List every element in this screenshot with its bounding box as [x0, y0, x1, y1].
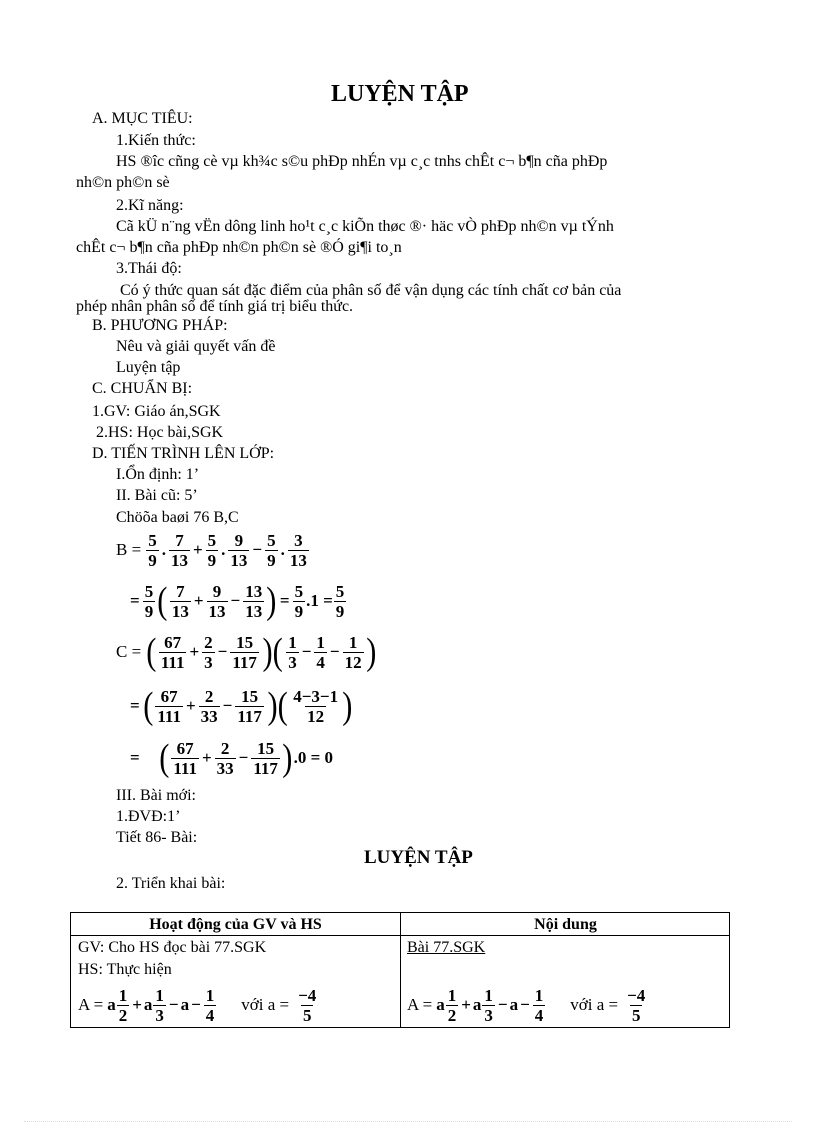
equals-sign: = [130, 591, 140, 610]
fraction: $\frac{1}{4}$ [316, 632, 325, 672]
with-a-label: với a = [241, 995, 290, 1014]
fraction: $\frac{1}{2}$ [118, 985, 128, 1025]
prep-1: 1.GV: Giáo án,SGK [92, 403, 221, 420]
math-b-line-2: = $\frac{5}{9}$ ( $\frac{7}{13}$ + $\frac{9}{13}$ − $\frac{13}{13}$ ) = $\frac{5}{9}$ .1 = $\frac{5}{9}$ [130, 580, 345, 622]
fraction: $\frac{2}{3}$ [204, 632, 213, 672]
step-1: I.Ổn định: 1’ [116, 466, 200, 483]
fraction: $\frac{2}{33}$ [200, 686, 218, 726]
attitude-line-2: phép nhân phân số để tính giá trị biểu thức. [76, 298, 354, 315]
math-c-line-1: C = ( $\frac{67}{111}$ + $\frac{2}{3}$ − $\frac{15}{117}$ )( $\frac{1}{3}$ − $\frac{1}{4}$ − $\frac{1}{12}$ ) [116, 631, 376, 673]
section-a-heading: A. MỤC TIÊU: [92, 110, 193, 127]
fraction: $\frac{-4}{5}$ [627, 985, 646, 1025]
fraction: $\frac{13}{13}$ [245, 581, 263, 621]
fraction: $\frac{5}{9}$ [294, 581, 304, 621]
subtitle: LUYỆN TẬP [364, 847, 473, 868]
activity-table [70, 912, 730, 1028]
equals-sign: = [130, 748, 140, 767]
fraction: $\frac{5}{9}$ [335, 581, 345, 621]
step-3: III. Bài mới: [116, 787, 196, 804]
left-cell-line-1: GV: Cho HS đọc bài 77.SGK [78, 939, 267, 956]
table-header-content: Nội dung [534, 916, 597, 933]
fraction: $\frac{67}{111}$ [157, 686, 181, 726]
left-cell-line-2: HS: Thực hiện [78, 961, 172, 978]
knowledge-line-2: nh©n ph©n sè [76, 174, 170, 191]
fraction: $\frac{15}{117}$ [232, 632, 257, 672]
deploy-line: 2. Triển khai bài: [116, 875, 226, 892]
fraction: $\frac{67}{111}$ [160, 632, 185, 672]
fraction: $\frac{2}{33}$ [216, 738, 234, 778]
method-1: Nêu và giải quyết vấn đề [116, 338, 276, 355]
homework-line: Chöõa baøi 76 B,C [116, 509, 239, 526]
fraction: $\frac{67}{111}$ [173, 738, 197, 778]
fraction: $\frac{4-3-1}{12}$ [293, 686, 339, 726]
attitude-heading: 3.Thái độ: [116, 260, 182, 277]
fraction: $\frac{5}{9}$ [144, 581, 154, 621]
with-a-label: với a = [570, 995, 619, 1014]
page-title: LUYỆN TẬP [331, 81, 469, 107]
fraction: $\frac{-4}{5}$ [298, 985, 317, 1025]
equals-sign: = [279, 591, 290, 610]
fraction: $\frac{1}{3}$ [155, 985, 164, 1025]
section-c-heading: C. CHUẨN BỊ: [92, 380, 193, 397]
b-label: B = [116, 540, 142, 559]
a-label: A = [407, 995, 433, 1014]
skills-heading: 2.Kĩ năng: [116, 197, 184, 214]
fraction: $\frac{5}{9}$ [267, 530, 276, 570]
method-2: Luyện tập [116, 359, 181, 376]
fraction: $\frac{9}{13}$ [208, 581, 226, 621]
a-label: A = [78, 995, 104, 1014]
fraction: $\frac{1}{3}$ [484, 985, 493, 1025]
fraction: $\frac{9}{13}$ [230, 530, 248, 570]
fraction: $\frac{1}{4}$ [205, 985, 215, 1025]
fraction: $\frac{15}{117}$ [237, 686, 262, 726]
fraction: $\frac{1}{4}$ [534, 985, 544, 1025]
fraction: $\frac{5}{9}$ [148, 530, 157, 570]
right-cell-line-1: Bài 77.SGK [407, 939, 486, 956]
fraction: $\frac{15}{117}$ [253, 738, 278, 778]
header-divider [71, 935, 729, 936]
page-bottom-dotted-line [24, 1121, 792, 1122]
knowledge-line-1: HS ®îc cñng cè vµ kh¾c s©u phÐp nhÉn vµ c¸c tnhs chÊt c¬ b¶n cña phÐp [116, 153, 608, 170]
zero-tail: .0 = 0 [293, 748, 333, 767]
right-cell-formula: A = a $\frac{1}{2}$ + a $\frac{1}{3}$ − a − $\frac{1}{4}$ với a = $\frac{-4}{5}$ [407, 985, 646, 1025]
one-tail: .1 = [306, 591, 333, 610]
math-b-line-1: B = $\frac{5}{9}$ . $\frac{7}{13}$ + $\frac{5}{9}$ . $\frac{9}{13}$ − $\frac{5}{9}$ . $\frac{3}{13}$ [116, 530, 307, 570]
fraction: $\frac{5}{9}$ [207, 530, 217, 570]
fraction: $\frac{1}{12}$ [344, 632, 362, 672]
left-cell-formula: A = a $\frac{1}{2}$ + a $\frac{1}{3}$ − a − $\frac{1}{4}$ với a = $\frac{-4}{5}$ [78, 985, 317, 1025]
fraction: $\frac{1}{2}$ [447, 985, 457, 1025]
dvd-line: 1.ĐVĐ:1’ [116, 808, 181, 825]
fraction: $\frac{1}{3}$ [288, 632, 297, 672]
fraction: $\frac{7}{13}$ [171, 581, 189, 621]
equals-sign: = [130, 696, 140, 715]
knowledge-heading: 1.Kiến thức: [116, 132, 196, 149]
prep-2: 2.HS: Học bài,SGK [96, 424, 224, 441]
skills-line-1: Cã kÜ n¨ng vËn dông linh ho¹t c¸c kiÕn thøc ®· häc vÒ phÐp nh©n vµ tÝnh [116, 218, 614, 235]
step-2: II. Bài cũ: 5’ [116, 487, 198, 504]
lesson-line: Tiết 86- Bài: [116, 829, 198, 846]
section-b-heading: B. PHƯƠNG PHÁP: [92, 317, 228, 334]
skills-line-2: chÊt c¬ b¶n cña phÐp nh©n ph©n sè ®Ó gi¶i to¸n [76, 239, 402, 256]
section-d-heading: D. TIẾN TRÌNH LÊN LỚP: [92, 445, 275, 462]
attitude-line-1: Có ý thức quan sát đặc điểm của phân số để vận dụng các tính chất cơ bản của [120, 282, 622, 299]
c-label: C = [116, 642, 142, 661]
fraction: $\frac{7}{13}$ [170, 530, 188, 570]
math-c-line-3: = ( $\frac{67}{111}$ + $\frac{2}{33}$ − $\frac{15}{117}$ ) .0 = 0 [130, 737, 333, 779]
table-header-activity: Hoạt động của GV và HS [149, 916, 322, 933]
fraction: $\frac{3}{13}$ [289, 530, 307, 570]
math-c-line-2: = ( $\frac{67}{111}$ + $\frac{2}{33}$ − $\frac{15}{117}$ )( $\frac{4-3-1}{12}$ ) [130, 685, 353, 727]
